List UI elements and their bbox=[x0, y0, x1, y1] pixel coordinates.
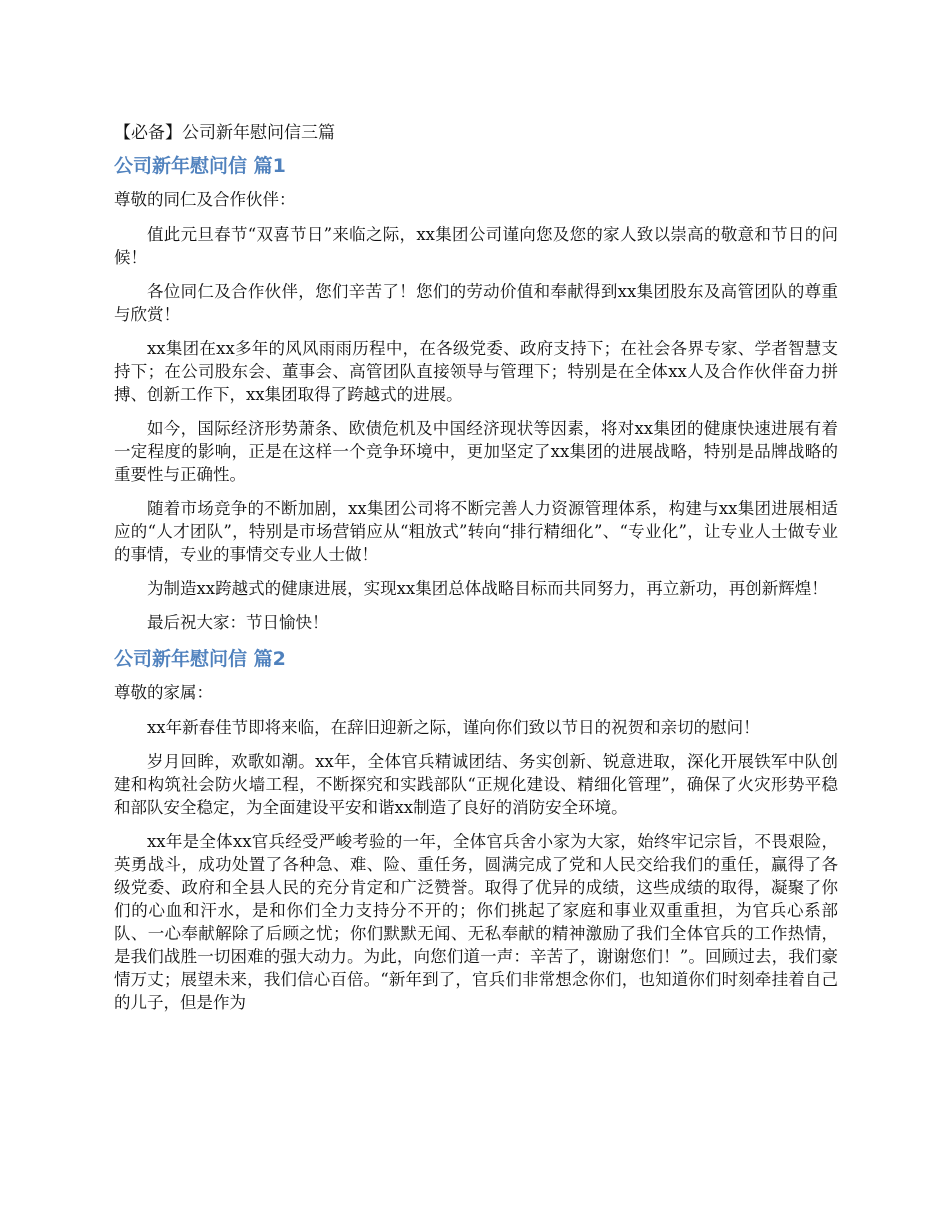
salutation: 尊敬的家属： bbox=[114, 683, 213, 702]
paragraph: 各位同仁及合作伙伴，您们辛苦了！您们的劳动价值和奉献得到xx集团股东及高管团队的尊重与欣赏！ bbox=[114, 282, 838, 324]
document-title: 【必备】公司新年慰问信三篇 bbox=[114, 123, 335, 143]
paragraph: 随着市场竞争的不断加剧，xx集团公司将不断完善人力资源管理体系，构建与xx集团进展相适应的“人才团队”，特别是市场营销应从“粗放式”转向“排行精细化”、“专业化”，让专业人士做专业的事情，专业的事情交专业人士做！ bbox=[114, 499, 838, 564]
paragraph: 为制造xx跨越式的健康进展，实现xx集团总体战略目标而共同努力，再立新功，再创新辉煌！ bbox=[147, 579, 828, 598]
section-2 bbox=[114, 645, 838, 1014]
paragraph: xx年是全体xx官兵经受严峻考验的一年，全体官兵舍小家为大家，始终牢记宗旨，不畏艰险，英勇战斗，成功处置了各种急、难、险、重任务，圆满完成了党和人民交给我们的重任，赢得了各级党委、政府和全县人民的充分肯定和广泛赞誉。取得了优异的成绩，这些成绩的取得，凝聚了你们的心血和汗水，是和你们全力支持分不开的；你们挑起了家庭和事业双重重担，为官兵心系部队、一心奉献解除了后顾之忧；你们默默无闻、无私奉献的精神激励了我们全体官兵的工作热情，是我们战胜一切困难的强大动力。为此，向您们道一声：辛苦了，谢谢您们！”。回顾过去，我们豪情万丈；展望未来，我们信心百倍。“新年到了，官兵们非常想念你们，也知道你们时刻牵挂着自己的儿子，但是作为 bbox=[114, 832, 838, 1012]
paragraph: 如今，国际经济形势萧条、欧债危机及中国经济现状等因素，将对xx集团的健康快速进展有着一定程度的影响，正是在这样一个竞争环境中，更加坚定了xx集团的进展战略，特别是品牌战略的重要性与正确性。 bbox=[114, 419, 838, 484]
paragraph: 最后祝大家：节日愉快！ bbox=[147, 613, 329, 632]
document-page bbox=[114, 120, 838, 1025]
section-1 bbox=[114, 152, 838, 634]
section-heading: 公司新年慰问信 篇1 bbox=[114, 155, 286, 177]
paragraph: 值此元旦春节“双喜节日”来临之际，xx集团公司谨向您及您的家人致以崇高的敬意和节日的问候！ bbox=[114, 225, 838, 267]
paragraph: 岁月回眸，欢歌如潮。xx年，全体官兵精诚团结、务实创新、锐意进取，深化开展铁军中队创建和构筑社会防火墙工程，不断探究和实践部队“正规化建设、精细化管理”，确保了火灾形势平稳和部队安全稳定，为全面建设平安和谐xx制造了良好的消防安全环境。 bbox=[114, 752, 838, 817]
paragraph: xx年新春佳节即将来临，在辞旧迎新之际，谨向你们致以节日的祝贺和亲切的慰问！ bbox=[147, 718, 760, 737]
salutation: 尊敬的同仁及合作伙伴： bbox=[114, 190, 296, 209]
paragraph: xx集团在xx多年的风风雨雨历程中，在各级党委、政府支持下；在社会各界专家、学者智慧支持下；在公司股东会、董事会、高管团队直接领导与管理下；特别是在全体xx人及合作伙伴奋力拼搏、创新工作下，xx集团取得了跨越式的进展。 bbox=[114, 339, 838, 404]
section-heading: 公司新年慰问信 篇2 bbox=[114, 648, 286, 670]
